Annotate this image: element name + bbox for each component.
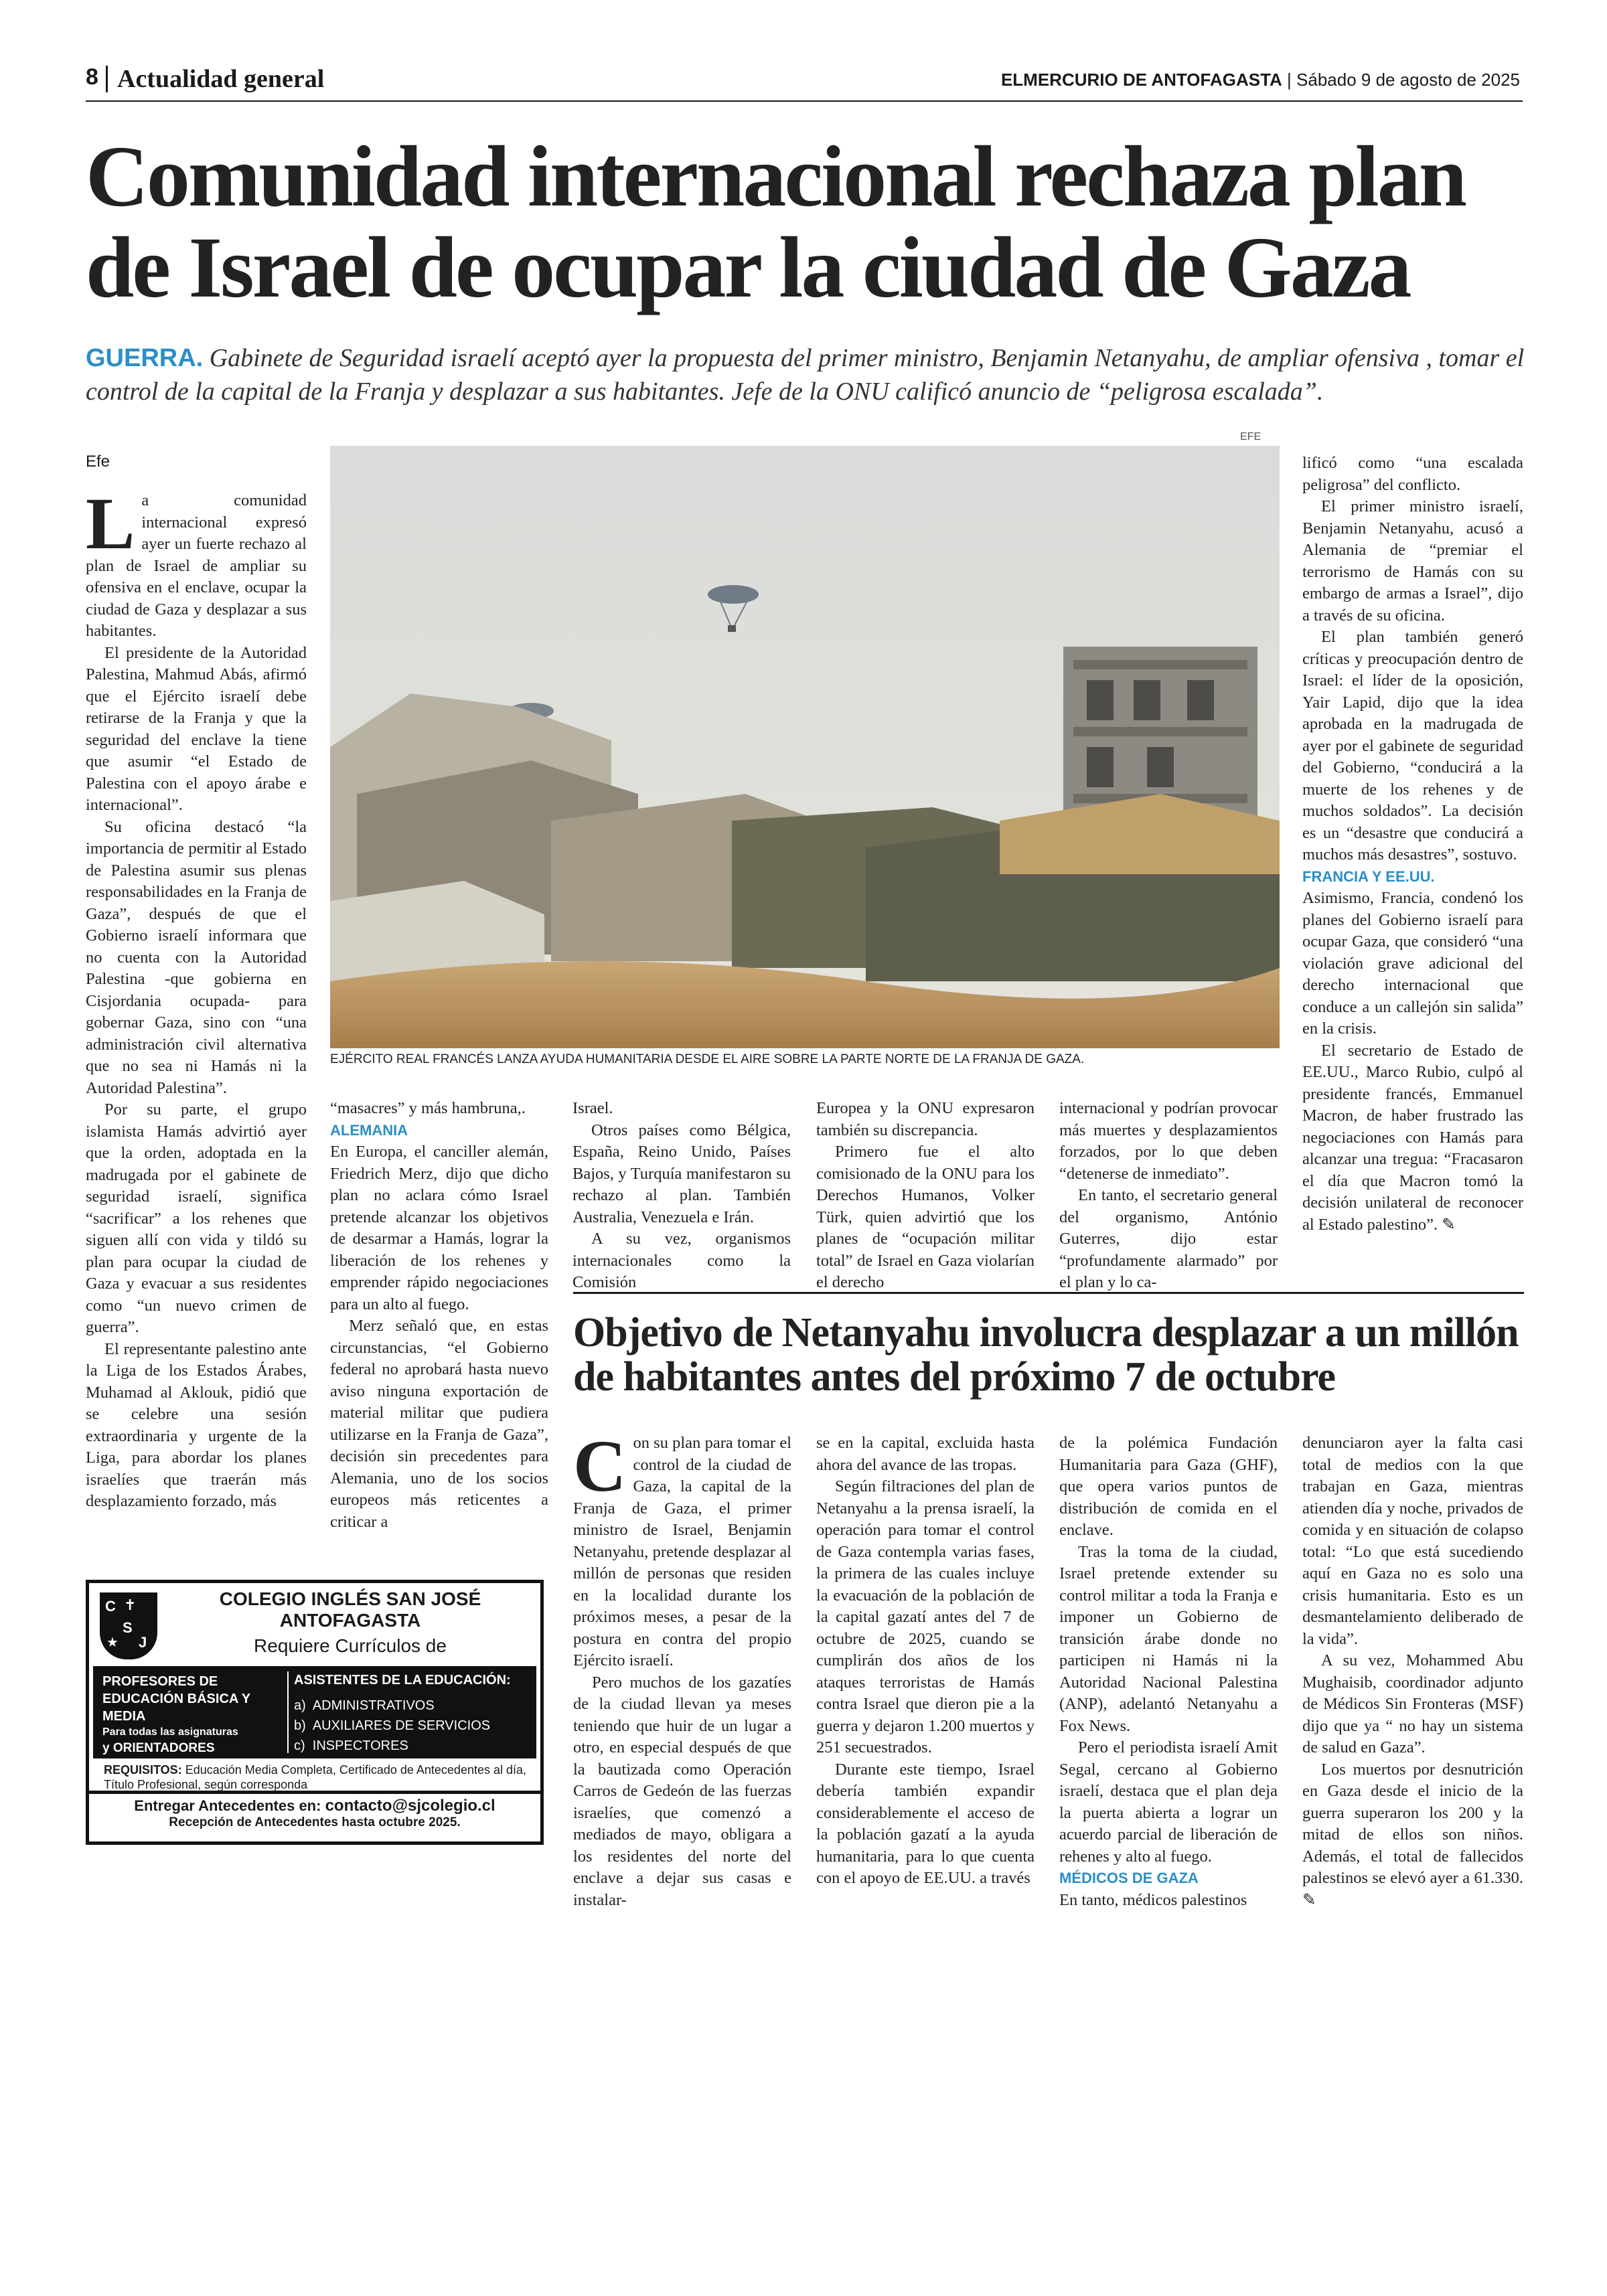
article2-col3-p2: Tras la toma de la ciudad, Israel pretende extender su control militar a toda la Franja e imponer un Gobierno de transición árabe donde no participen ni Hamás ni la Autoridad Nacional Palestina (ANP), adelantó Netanyahu a Fox News. <box>1059 1542 1278 1735</box>
news-photo <box>330 446 1280 1048</box>
article1-col4-p1: Europea y la ONU expresaron también su discrepancia. <box>816 1099 1035 1139</box>
article2-col1 <box>573 1425 791 1911</box>
subhead-alemania: ALEMANIA <box>330 1121 408 1139</box>
article1-col5 <box>1059 1098 1278 1294</box>
article2-col1-p2: Pero muchos de los gazatíes de la ciudad llevan ya meses teniendo que huir de un lugar a otro, en especial después de que la bautizada como Operación Carros de Gedeón de las fuerzas israelíes, que comenzó a mediados de mayo, obligara a los residentes del norte del enclave a dejar sus casas e instalar- <box>573 1673 791 1909</box>
article1-col4-p2: Primero fue el alto comisionado de la ONU para los Derechos Humanos, Volker Türk, quien advirtió que los planes de “ocupación militar total” de Israel en Gaza violarían el derecho <box>816 1143 1035 1291</box>
article1-col1-p1: a comunidad internacional expresó ayer un fuerte rechazo al plan de Israel de ampliar su ofensiva en el enclave, ocupar la ciudad de Gaza y desplazar a sus habitantes. <box>86 491 307 640</box>
ad-left-tail: y ORIENTADORES <box>102 1741 215 1755</box>
ad-item-c <box>294 1736 535 1756</box>
article1-col6-p2: El primer ministro israelí, Benjamin Netanyahu, acusó a Alemania de “premiar el terrorismo de Hamás con su embargo de armas a Israel”, dijo a través de su oficina. <box>1302 497 1523 625</box>
article1-col1-p3: Su oficina destacó “la importancia de permitir al Estado de Palestina asumir sus plenas responsabilidades en la Franja de Gaza”, después de que el Gobierno israelí informara que no cuenta con la Autoridad Palestina -que gobierna en Cisjordania ocupada- para gobernar Gaza, sino con “una administración civil alternativa que no sea ni Hamás ni la Autoridad Palestina”. <box>86 817 307 1097</box>
logo-letter-j: J <box>139 1634 147 1651</box>
ad-item-a-text: ADMINISTRATIVOS <box>312 1698 435 1713</box>
header-rule <box>86 100 1523 102</box>
article1-col5-p2: En tanto, el secretario general del organismo, António Guterres, dijo estar “profundamente alarmado” por el plan y lo ca- <box>1059 1186 1278 1291</box>
article2-col2-p3: Durante este tiempo, Israel debería también expandir considerablemente el acceso de la población gazatí a la ayuda humanitaria, para lo que cuenta con el apoyo de EE.UU. a través <box>816 1760 1035 1887</box>
article1-col1 <box>86 483 307 1513</box>
ad-item-b-text: AUXILIARES DE SERVICIOS <box>312 1718 491 1733</box>
article1-col2-p2: En Europa, el canciller alemán, Friedrich Merz, dijo que dicho plan no aclara cómo Israel pretende alcanzar los objetivos de desarmar a Hamás, lograr la liberación de los rehenes y emprender rápido negociaciones para un alto al fuego. <box>330 1143 548 1313</box>
article2-col3 <box>1059 1432 1278 1911</box>
ad-req-label: REQUISITOS: <box>104 1763 182 1777</box>
byline: Efe <box>86 453 110 471</box>
article2-col3-p4: En tanto, médicos palestinos <box>1059 1890 1247 1909</box>
subhead-medicos: MÉDICOS DE GAZA <box>1059 1870 1199 1886</box>
article1-col6 <box>1302 453 1523 1236</box>
ad-req-text: Educación Media Completa, Certificado de Antecedentes al día, Título Profesional, según corresponda <box>104 1763 527 1791</box>
photo-caption: EJÉRCITO REAL FRANCÉS LANZA AYUDA HUMANITARIA DESDE EL AIRE SOBRE LA PARTE NORTE DE LA FRANJA DE GAZA. <box>330 1052 1085 1066</box>
page-number: 8 <box>86 64 98 90</box>
ad-item-b-letter: b) <box>294 1718 306 1733</box>
article2-col4-p2: A su vez, Mohammed Abu Mughaisib, coordinador adjunto de Médicos Sin Fronteras (MSF) dijo que ya “ no hay un sistema de salud en Gaza”. <box>1302 1651 1523 1756</box>
article2-col2-p2: Según filtraciones del plan de Netanyahu a la prensa israelí, la operación para tomar el control de Gaza contempla varias fases, la primera de las cuales incluye la evacuación de la población de la capital gazatí antes del 7 de octubre de 2025, cuando se cumplirán dos años de los ataques terroristas de Hamás contra Israel que dieron pie a la guerra y dejaron 1.200 muertos y 251 secuestrados. <box>816 1477 1035 1756</box>
photo-illustration <box>330 446 1280 1048</box>
masthead <box>1001 70 1520 90</box>
ad-right-list <box>294 1696 535 1756</box>
drop-cap: L <box>86 483 135 564</box>
article1-col2 <box>330 1098 548 1533</box>
article1-col6-p1: lificó como “una escalada peligrosa” del conflicto. <box>1302 454 1523 494</box>
article1-col5-p1: internacional y podrían provocar más muertes y desplazamientos forzados, por lo que deben “detenerse de inmediato”. <box>1059 1099 1278 1183</box>
ad-right-head: ASISTENTES DE LA EDUCACIÓN: <box>294 1673 511 1688</box>
article2-col2-p1: se en la capital, excluida hasta ahora del avance de las tropas. <box>816 1434 1035 1474</box>
lead-text: Gabinete de Seguridad israelí aceptó ayer la propuesta del primer ministro, Benjamin Netanyahu, de ampliar ofensiva , tomar el control de la capital de la Franja y desplazar a sus habitantes. Jefe de la ONU calificó anuncio de “peligrosa escalada”. <box>86 344 1525 406</box>
ad-requirements <box>104 1762 532 1792</box>
ad-item-c-text: INSPECTORES <box>312 1738 408 1753</box>
article1-col3-p3: A su vez, organismos internacionales como la Comisión <box>572 1230 791 1291</box>
article1-col2-p3: Merz señaló que, en estas circunstancias, “el Gobierno federal no aprobará hasta nuevo aviso ninguna exportación de material militar que pudiera utilizarse en la Franja de Gaza”, decisión sin precedentes para Alemania, uno de los socios europeos más reticentes a criticar a <box>330 1317 548 1531</box>
article1-col6-p5: El secretario de Estado de EE.UU., Marco Rubio, culpó al presidente francés, Emmanuel Macron, de haber frustrado las negociaciones con Hamás para alcanzar una tregua: “Fracasaron el día que Macron tomó la decisión unilateral de reconocer al Estado palestino”. ✎ <box>1302 1041 1523 1234</box>
drop-cap-2: C <box>573 1425 627 1507</box>
article1-col4 <box>816 1098 1035 1294</box>
ad-subtitle: Requiere Currículos de <box>254 1635 447 1656</box>
article2-col3-p3: Pero el periodista israelí Amit Segal, cercano al Gobierno israelí, destaca que el plan deja la puerta abierta a lograr un acuerdo parcial de liberación de rehenes y alto al fuego. <box>1059 1738 1278 1866</box>
paper-name: ELMERCURIO DE ANTOFAGASTA <box>1000 70 1282 90</box>
article1-col1-p5: El representante palestino ante la Liga de los Estados Árabes, Muhamad al Aklouk, pidió que se celebre una sesión extraordinaria y urgente de la Liga, para abordar los planes israelíes que traerán más desplazamiento forzado, más <box>86 1339 307 1510</box>
article2-col4-p3: Los muertos por desnutrición en Gaza desde el inicio de la guerra superaron los 200 y la mitad de ellos son niños. Además, el total de fallecidos palestinos se elevó ayer a 61.330. ✎ <box>1302 1760 1523 1909</box>
ad-item-a <box>294 1696 535 1716</box>
article1-col1-p4: Por su parte, el grupo islamista Hamás advirtió ayer que la orden, adoptada en la madrugada por el gabinete de seguridad israelí, significa “sacrificar” a los rehenes que siguen allí con vida y tildó su plan para ocupar la ciudad de Gaza y evacuar a sus residentes como “un nuevo crimen de guerra”. <box>86 1100 307 1336</box>
article1-col2-p1: “masacres” y más hambruna,. <box>330 1099 526 1117</box>
school-ad <box>86 1580 544 1794</box>
ad-title <box>163 1588 538 1631</box>
article2-headline: Objetivo de Netanyahu involucra desplazar a un millón de habitantes antes del próximo 7 de octubre <box>573 1310 1519 1400</box>
article1-col6-p3: El plan también generó críticas y preocupación dentro de Israel: el líder de la oposición, Yair Lapid, dijo que la idea aprobada en la madrugada de ayer por el gabinete de seguridad del Gobierno, “conducirá a la muerte de los rehenes y de muchos soldados”. La decisión es un “desastre que conducirá a muchos más desastres”, sostuvo. <box>1302 628 1523 864</box>
subhead-francia: FRANCIA Y EE.UU. <box>1302 868 1435 885</box>
article1-col3 <box>572 1098 791 1294</box>
article2-col4-p1: denunciaron ayer la falta casi total de medios con la que trabajan en Gaza, mientras atienden día y noche, privados de comida y en situación de colapso total: “Lo que está sucediendo aquí en Gaza no es solo una crisis humanitaria. Esto es un desmantelamiento deliberado de la vida”. <box>1302 1434 1523 1648</box>
ad-item-a-letter: a) <box>294 1698 306 1713</box>
ad-left-note: Para todas las asignaturas <box>102 1726 238 1738</box>
logo-letter-c: C <box>105 1598 116 1615</box>
article2-col1-p1: on su plan para tomar el control de la ciudad de Gaza, la capital de la Franja de Gaza, el primer ministro de Israel, Benjamin Netanyahu, pretende desplazar al millón de personas que residen en la localidad durante los próximos meses, a pesar de la postura en contra del propio Ejército israelí. <box>573 1434 791 1669</box>
cross-icon: ✝ <box>124 1596 137 1613</box>
article1-col3-p2: Otros países como Bélgica, España, Reino Unido, Países Bajos, y Turquía manifestaron su rechazo al plan. También Australia, Venezuela e Irán. <box>572 1121 791 1226</box>
photo-credit: EFE <box>1240 431 1261 442</box>
ad-positions-band <box>93 1666 536 1758</box>
section-title: Actualidad general <box>117 65 325 93</box>
article1-col3-p1: Israel. <box>572 1099 613 1117</box>
header-divider <box>106 66 108 92</box>
ad-title-line2: ANTOFAGASTA <box>279 1610 421 1631</box>
ad-item-b <box>294 1716 535 1736</box>
ad-left-head: PROFESORES DE EDUCACIÓN BÁSICA Y MEDIA <box>102 1674 250 1724</box>
ad-footer <box>86 1794 544 1845</box>
lead-kicker: GUERRA. <box>86 344 204 372</box>
article1-col1-p2: El presidente de la Autoridad Palestina, Mahmud Abás, afirmó que el Ejército israelí debe retirarse de la Franja y que la seguridad del enclave la tiene que asumir “el Estado de Palestina con el apoyo árabe e internacional”. <box>86 643 307 814</box>
article2-col4 <box>1302 1432 1523 1911</box>
issue-date: Sábado 9 de agosto de 2025 <box>1296 70 1520 90</box>
ad-item-c-letter: c) <box>294 1738 305 1753</box>
lead-paragraph <box>86 341 1532 408</box>
article2-rule <box>573 1292 1524 1294</box>
ad-deliver-label: Entregar Antecedentes en: <box>134 1797 321 1814</box>
ad-deliver-line <box>89 1794 540 1815</box>
article2-col3-p1: de la polémica Fundación Humanitaria para Gaza (GHF), que opera varios puntos de distribución de comida en el enclave. <box>1059 1434 1278 1539</box>
ad-email[interactable]: contacto@sjcolegio.cl <box>325 1797 495 1815</box>
ad-band-divider <box>287 1671 289 1753</box>
star-icon: ★ <box>106 1635 119 1650</box>
headline: Comunidad internacional rechaza plan de Israel de ocupar la ciudad de Gaza <box>86 129 1466 316</box>
ad-deadline: Recepción de Antecedentes hasta octubre 2025. <box>169 1815 461 1829</box>
school-logo <box>100 1592 157 1659</box>
masthead-sep: | <box>1287 70 1297 90</box>
article2-col2 <box>816 1432 1035 1890</box>
ad-title-line1: COLEGIO INGLÉS SAN JOSÉ <box>219 1588 481 1609</box>
logo-letter-s: S <box>123 1619 133 1636</box>
article1-col6-p4: Asimismo, Francia, condenó los planes del Gobierno israelí para ocupar Gaza, que consideró “una violación grave adicional del derecho internacional que conduce a un callejón sin salida” en la crisis. <box>1302 889 1523 1038</box>
